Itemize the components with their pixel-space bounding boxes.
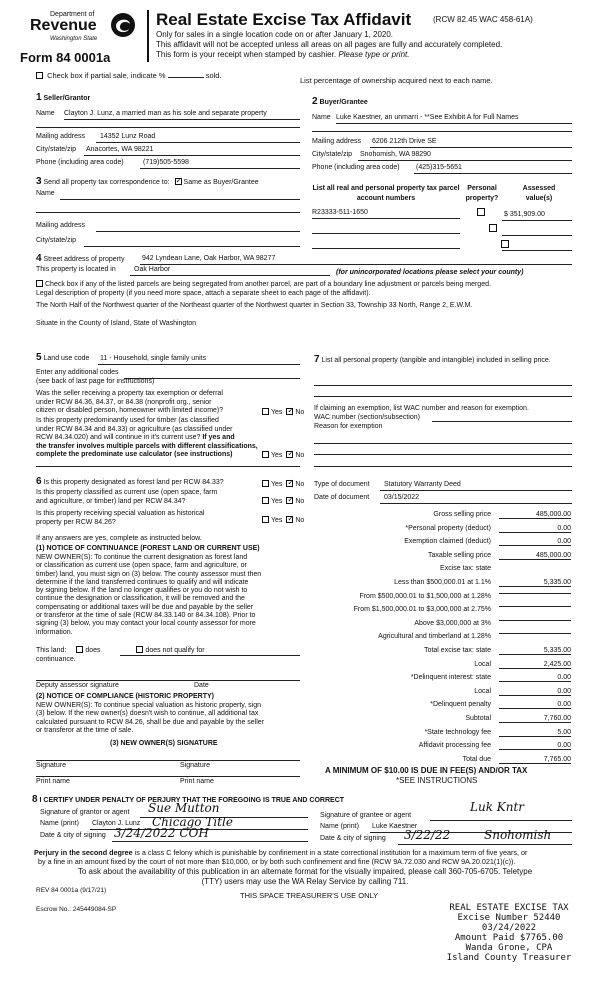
escrow-number: Escrow No.: 245449084-SP xyxy=(36,906,117,913)
tax-row-label: *Delinquent penalty xyxy=(430,701,491,709)
grantee-name-field[interactable]: Luke Kaestner xyxy=(372,823,418,830)
page-title: Real Estate Excise Tax Affidavit xyxy=(156,10,412,29)
tax-row xyxy=(315,538,571,549)
owner-print-label-2: Print name xyxy=(180,778,214,785)
section3-heading: 3 Send all property tax correspondence to: ✓ Same as Buyer/Grantee xyxy=(36,176,259,187)
tax-row xyxy=(315,606,571,617)
partial-sale-row: Check box if partial sale, indicate % sold. xyxy=(36,71,222,80)
buyer-mailing-label: Mailing address xyxy=(312,138,362,145)
section3-name-label: Name xyxy=(36,190,55,197)
tax-row-label: Agricultural and timberland at 1.28% xyxy=(378,633,491,641)
tax-row-label: Less than $500,000.01 at 1.1% xyxy=(394,579,491,586)
segregated-checkbox[interactable] xyxy=(36,280,43,287)
tax-row xyxy=(315,647,571,658)
exemption-no-checkbox[interactable] xyxy=(286,408,293,415)
land-use-label: 5 Land use code xyxy=(36,352,90,363)
tax-row-value[interactable]: 0.00 xyxy=(499,538,571,546)
land-use-field[interactable]: 11 - Household, single family units xyxy=(100,355,207,362)
tax-row xyxy=(315,620,571,631)
tax-row-value[interactable]: 485,000.00 xyxy=(499,552,571,560)
additional-codes-note: (see back of last page for instructions) xyxy=(36,378,155,385)
seller-city-label: City/state/zip xyxy=(36,146,77,153)
alt-format-notice: To ask about the availability of this publication in an alternate format for the visually impaired, please call 360-705-6705. Teletype (TTY) users may use the WA Relay Service by calling 711. xyxy=(77,867,533,886)
tax-row xyxy=(315,688,571,699)
tax-row-label: From $500,000.01 to $1,500,000 at 1.28% xyxy=(359,592,491,600)
tax-row-label: Gross selling price xyxy=(433,511,491,518)
continuance-heading: (1) NOTICE OF CONTINUANCE (FOREST LAND OR CURRENT USE) xyxy=(36,545,260,552)
assessed-value[interactable]: $ 351,909.00 xyxy=(504,211,545,218)
historic-text: NEW OWNER(S): To continue special valuation as historic property, sign (3) below. If the new owner(s) doesn't wish to continue, all additional tax calculated pursuant to RCW 84.26, shall be due and payable by the seller or transferor at the time of sale. xyxy=(36,702,265,734)
owner-signature-label-1: Signature xyxy=(36,762,66,769)
tax-row xyxy=(315,552,571,563)
tax-row xyxy=(315,593,571,604)
historic-no-checkbox[interactable] xyxy=(286,516,293,523)
seller-mailing-label: Mailing address xyxy=(36,133,86,140)
tax-row-label: From $1,500,000.01 to $3,000,000 at 2.75% xyxy=(353,606,491,614)
grantee-signature[interactable]: Luk Kntr xyxy=(470,800,525,814)
perjury-notice: Perjury in the second degree is a class C felony which is punishable by confinement in a state correctional institution for a maximum term of five years, or by a fine in an amount fixed by the court of not more than $10,000, or by both such confinement and fine (RCW 9A.72.030 and RCW 9A.20.021(1)(c)). xyxy=(34,848,528,866)
buyer-city-field[interactable]: Snohomish, WA 98290 xyxy=(360,151,431,158)
tax-row xyxy=(315,742,571,753)
deputy-signature-label: Deputy assessor signature xyxy=(36,682,119,689)
tax-row-label: Total due xyxy=(462,755,491,763)
dor-logo xyxy=(14,10,142,50)
exemption-wac-label: If claiming an exemption, list WAC number and reason for exemption. WAC number (section/subsection) xyxy=(314,405,529,421)
new-owner-sig-heading: (3) NEW OWNER(S) SIGNATURE xyxy=(110,740,218,747)
grantee-date-label: Date & city of signing xyxy=(320,835,386,842)
historic-yes-checkbox[interactable] xyxy=(262,516,269,523)
additional-codes-label: Enter any additional codes xyxy=(36,369,119,376)
personal-property-checkbox-3[interactable] xyxy=(501,240,509,248)
timber-yes-checkbox[interactable] xyxy=(262,451,269,458)
dor-dept-label: Department of xyxy=(50,11,95,18)
doc-date-field[interactable]: 03/15/2022 xyxy=(384,494,420,501)
rev-number: REV 84 0001a (9/17/21) xyxy=(36,887,107,894)
tax-row xyxy=(315,701,571,712)
personal-property-checkbox-2[interactable] xyxy=(489,224,497,232)
exemption-question: Was the seller receiving a property tax exemption or deferral under RCW 84.36, 84.37, or 84.38 (nonprofit org., senior citizen or disabled person, homeowner with limited income)? xyxy=(36,390,224,414)
tax-row-label: *Personal property (deduct) xyxy=(405,524,491,532)
current-use-question: Is this property classified as current use (open space, farm and agriculture, or timber) land per RCW 84.34? xyxy=(36,489,218,505)
buyer-name-field[interactable]: Luke Kaestner, an unmarri - **See Exhibit A for Full Names xyxy=(336,114,519,121)
continuance-text: NEW OWNER(S): To continue the current designation as forest land or classification as current use (open space, farm and agriculture, or timber) land, you must sign on (3) below. The county assessor must then determine if the land transferred continues to qualify and will indicate by signing below. If the land no longer qualifies or you do not wish to continue the designation or classification, it will be removed and the compensating or additional taxes will be due and payable by the seller or transferor at the time of sale (RCW 84.33.140 or 84.34.108). Prior to signing (3) below, you may contact your local county assessor for more information. xyxy=(36,554,262,636)
seller-phone-label: Phone (including area code) xyxy=(36,159,124,166)
header-note-1: Only for sales in a single location code on or after January 1, 2020. xyxy=(156,30,394,39)
grantor-company[interactable]: Chicago Title xyxy=(152,815,233,829)
grantor-name-field[interactable]: Clayton J. Lunz xyxy=(92,820,141,827)
header-note-2: This affidavit will not be accepted unless all areas on all pages are fully and accurately completed. xyxy=(156,40,503,49)
tax-row-value[interactable] xyxy=(499,620,571,621)
tax-row-label: Taxable selling price xyxy=(427,551,491,559)
forest-question: 6 Is this property designated as forest land per RCW 84.33? xyxy=(36,476,224,487)
tax-row xyxy=(315,661,571,672)
exemption-reason-label: Reason for exemption xyxy=(314,423,383,430)
tax-row-value[interactable] xyxy=(499,593,571,594)
seller-phone-field[interactable]: (719)505-5598 xyxy=(143,159,189,166)
tax-row xyxy=(315,715,571,726)
legal-desc-line-1[interactable]: The North Half of the Northwest quarter of the Northeast quarter of the Northwest quarter in Section 33, Township 33 North, Range 2, E.W.M. xyxy=(36,302,473,309)
same-as-buyer-checkbox[interactable] xyxy=(175,178,182,185)
located-field[interactable]: Oak Harbor xyxy=(134,266,171,273)
buyer-mailing-field[interactable]: 6206 212th Drive SE xyxy=(372,138,437,145)
personal-col-header: Personal property? xyxy=(465,185,499,202)
grantor-date-label: Date & city of signing xyxy=(40,832,106,839)
historic-heading: (2) NOTICE OF COMPLIANCE (HISTORIC PROPERTY) xyxy=(36,693,214,700)
tax-row-value[interactable]: 7,760.00 xyxy=(499,715,571,723)
certify-heading: 8 I CERTIFY UNDER PENALTY OF PERJURY THAT THE FOREGOING IS TRUE AND CORRECT xyxy=(32,794,345,805)
seller-name-field[interactable]: Clayton J. Lunz, a married man as his sole and separate property xyxy=(64,110,267,117)
tax-row-value[interactable]: 485,000.00 xyxy=(499,511,571,519)
buyer-name-label: Name xyxy=(312,114,331,121)
dor-state-label: Washington State xyxy=(50,36,98,42)
forest-no-checkbox[interactable] xyxy=(286,480,293,487)
tax-row xyxy=(315,511,571,522)
treasurer-space-label: THIS SPACE TREASURER'S USE ONLY xyxy=(240,891,379,900)
assessed-col-header: Assessed value(s) xyxy=(522,185,556,202)
section3-mailing-label: Mailing address xyxy=(36,222,86,229)
tax-row-value[interactable] xyxy=(499,633,571,634)
partial-sale-checkbox[interactable] xyxy=(36,72,43,79)
tax-row xyxy=(315,633,571,644)
owner-print-label-1: Print name xyxy=(36,778,70,785)
tax-row-label: *Delinquent interest: state xyxy=(410,674,491,682)
seller-name-label: Name xyxy=(36,110,55,117)
tax-row-value[interactable]: 0.00 xyxy=(499,701,571,709)
forest-yes-no: Yes ✓ No xyxy=(262,480,304,488)
tax-row-value[interactable]: 0.00 xyxy=(499,674,571,682)
owner-signature-label-2: Signature xyxy=(180,762,210,769)
header-note-3: This form is your receipt when stamped by cashier. Please type or print. xyxy=(156,50,410,59)
tax-row-value[interactable]: 7,765.00 xyxy=(499,756,571,764)
legal-desc-label: Legal description of property (if you need more space, attach a separate sheet to each page of the affidavit). xyxy=(36,290,371,297)
parcel-number[interactable]: R23333-511-1650 xyxy=(312,209,368,216)
personal-property-checkbox-1[interactable] xyxy=(477,208,485,216)
revenue-swirl-icon xyxy=(110,12,136,38)
personal-property-label: 7 List all personal property (tangible and intangible) included in selling price. xyxy=(314,354,551,365)
grantor-name-label: Name (print) xyxy=(40,820,79,827)
does-not-qualify-checkbox[interactable] xyxy=(136,646,143,653)
header-divider xyxy=(147,10,149,62)
doc-type-field[interactable]: Statutory Warranty Deed xyxy=(384,481,461,488)
form-number: Form 84 0001a xyxy=(20,50,111,65)
this-land-row: This land: does does not qualify for xyxy=(36,647,205,654)
tax-row-label: Total excise tax: state xyxy=(424,647,491,654)
tax-row-label: *State technology fee xyxy=(424,728,491,736)
tax-row-label: Local xyxy=(474,687,491,695)
tax-row-label: Affidavit processing fee xyxy=(418,742,491,750)
does-qualify-checkbox[interactable] xyxy=(76,646,83,653)
tax-row-label: Excise tax: state xyxy=(440,565,491,573)
timber-no-checkbox[interactable] xyxy=(286,451,293,458)
section3-city-label: City/state/zip xyxy=(36,237,77,244)
tax-row-value[interactable]: 5.00 xyxy=(499,729,571,737)
tax-row xyxy=(315,674,571,685)
tax-row xyxy=(315,729,571,740)
located-label: This property is located in xyxy=(36,266,116,273)
exemption-yes-checkbox[interactable] xyxy=(262,408,269,415)
dor-revenue-label: Revenue xyxy=(30,17,97,34)
doc-date-label: Date of document xyxy=(314,494,370,501)
historic-yes-no: Yes ✓ No xyxy=(262,516,304,524)
forest-yes-checkbox[interactable] xyxy=(262,480,269,487)
seller-heading: 1 Seller/Grantor xyxy=(36,92,91,103)
buyer-phone-field[interactable]: (425)315-5651 xyxy=(416,164,462,171)
minimum-fee-note: A MINIMUM OF $10.00 IS DUE IN FEE(S) AND/OR TAX xyxy=(325,766,528,775)
property-street-field[interactable]: 942 Lyndean Lane, Oak Harbor, WA 98277 xyxy=(142,255,276,262)
grantee-sig-label: Signature of grantee or agent xyxy=(320,812,412,819)
current-use-yes-checkbox[interactable] xyxy=(262,497,269,504)
grantee-name-label: Name (print) xyxy=(320,823,359,830)
legal-desc-line-2[interactable]: Situate in the County of Island, State of Washington xyxy=(36,320,197,327)
grantee-date[interactable]: 3/22/22 xyxy=(404,828,451,842)
current-use-yes-no: Yes ✓ No xyxy=(262,497,304,505)
see-instructions: *SEE INSTRUCTIONS xyxy=(396,776,478,785)
tax-row-label: Above $3,000,000 at 3% xyxy=(414,619,491,627)
grantor-date-city[interactable]: 3/24/2022 COH xyxy=(114,826,209,840)
tax-row xyxy=(315,525,571,536)
tax-row-value[interactable]: 0.00 xyxy=(499,525,571,533)
historic-question: Is this property receiving special valuation as historical property per RCW 84.26? xyxy=(36,510,205,526)
treasurer-stamp: REAL ESTATE EXCISE TAX Excise Number 52440 03/24/2022 Amount Paid $7765.00 Wanda Grone, CPA Island County Treasurer xyxy=(446,903,572,963)
seller-mailing-field[interactable]: 14352 Lunz Road xyxy=(100,133,156,140)
buyer-heading: 2 Buyer/Grantee xyxy=(312,96,368,107)
tax-row-value[interactable]: 2,425.00 xyxy=(499,661,571,669)
grantee-city[interactable]: Snohomish xyxy=(484,828,552,842)
segregated-row: Check box if any of the listed parcels are being segregated from another parcel, are part of a boundary line adjustment or parcels being merged. xyxy=(36,280,491,288)
seller-city-field[interactable]: Anacortes, WA 98221 xyxy=(86,146,154,153)
exemption-yes-no: Yes ✓ No xyxy=(262,408,304,416)
tax-row-label: Local xyxy=(474,660,491,668)
tax-row-label: Exemption claimed (deduct) xyxy=(404,538,491,546)
tax-row-value[interactable]: 5,335.00 xyxy=(499,579,571,587)
tax-row-value[interactable]: 0.00 xyxy=(499,742,571,750)
tax-row xyxy=(315,579,571,590)
current-use-no-checkbox[interactable] xyxy=(286,497,293,504)
if-yes-note: If any answers are yes, complete as instructed below. xyxy=(36,535,202,542)
tax-row-value[interactable]: 0.00 xyxy=(499,688,571,696)
ownership-note: List percentage of ownership acquired next to each name. xyxy=(300,76,493,85)
unincorporated-note: (for unincorporated locations please select your county) xyxy=(336,269,524,276)
buyer-phone-label: Phone (including area code) xyxy=(312,164,400,171)
timber-question: Is this property predominantly used for timber (as classified under RCW 84.34 and 84.33) or agriculture (as classified under RCW 84.34.020) and will continue in it's current use? If yes and the transfer involves multiple parcels with different classifications, complete the predominate use calculator (see instructions) xyxy=(36,417,258,458)
buyer-city-label: City/state/zip xyxy=(312,151,353,158)
continuance-label: continuance. xyxy=(36,656,76,663)
title-rcw: (RCW 82.45 WAC 458-61A) xyxy=(433,15,533,24)
tax-row xyxy=(315,565,571,576)
grantor-signature[interactable]: Sue Mutton xyxy=(148,801,220,815)
tax-row-label: Subtotal xyxy=(465,715,491,722)
timber-yes-no: Yes ✓ No xyxy=(262,451,304,459)
grantor-sig-label: Signature of grantor or agent xyxy=(40,809,130,816)
section4-street-label: 4 Street address of property xyxy=(36,253,125,264)
tax-row-value[interactable]: 5,335.00 xyxy=(499,647,571,655)
parcel-col-header: List all real and personal property tax parcel account numbers xyxy=(312,185,460,202)
tax-row-value[interactable] xyxy=(499,606,571,607)
deputy-date-label: Date xyxy=(194,682,209,689)
doc-type-label: Type of document xyxy=(314,481,370,488)
